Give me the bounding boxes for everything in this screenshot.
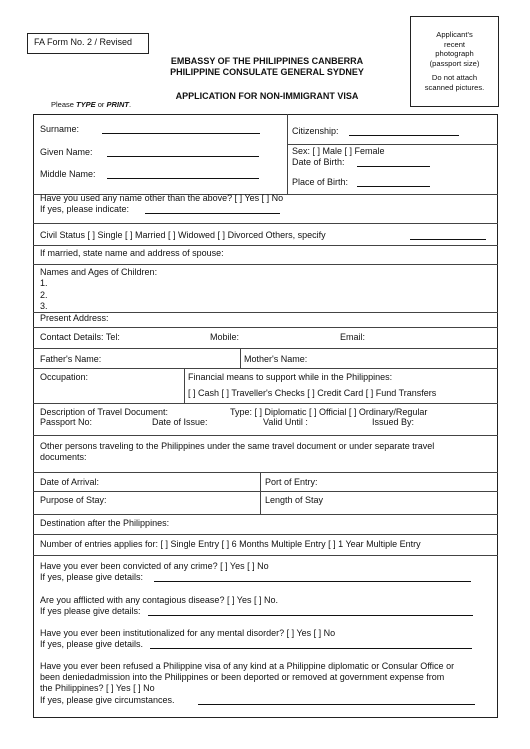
- travel-doc-type[interactable]: Type: [ ] Diplomatic [ ] Official [ ] Ordinary/Regular: [230, 407, 428, 417]
- financial-options[interactable]: [ ] Cash [ ] Traveller's Checks [ ] Credit Card [ ] Fund Transfers: [188, 388, 437, 398]
- photo-line-4: (passport size): [429, 58, 480, 68]
- note-type: TYPE: [76, 100, 96, 109]
- mental-question[interactable]: Have you ever been institutionalized for any mental disorder? [ ] Yes [ ] No: [40, 628, 336, 638]
- disease-details-field[interactable]: [148, 615, 473, 616]
- surname-field[interactable]: [102, 133, 260, 134]
- form-number: FA Form No. 2 / Revised: [34, 37, 133, 47]
- disease-question[interactable]: Are you afflicted with any contagious disease? [ ] Yes [ ] No.: [40, 595, 278, 605]
- photo-line-2: recent: [443, 39, 466, 49]
- note-pre: Please: [51, 100, 77, 109]
- citizenship-field[interactable]: [349, 135, 459, 136]
- row-rule-4: [33, 264, 498, 265]
- refused-details-field[interactable]: [198, 704, 475, 705]
- other-name-field[interactable]: [145, 213, 280, 214]
- occupation-label: Occupation:: [40, 372, 89, 382]
- crime-details-field[interactable]: [154, 581, 471, 582]
- refused-if: If yes, please give circumstances.: [40, 695, 175, 705]
- refused-line-1: Have you ever been refused a Philippine visa of any kind at a Philippine diplomatic or Consular Office or: [40, 661, 455, 671]
- row-rule-3: [33, 245, 498, 246]
- destination-label: Destination after the Philippines:: [40, 518, 170, 528]
- parents-divider: [240, 348, 241, 368]
- date-arrival-label: Date of Arrival:: [40, 477, 100, 487]
- pob-label: Place of Birth:: [292, 177, 349, 187]
- valid-until-label: Valid Until :: [263, 417, 308, 427]
- middle-name-label: Middle Name:: [40, 169, 96, 179]
- name-divider: [287, 114, 288, 194]
- email-label: Email:: [340, 332, 366, 342]
- sex-options[interactable]: Sex: [ ] Male [ ] Female: [292, 146, 385, 156]
- other-name-question[interactable]: Have you used any name other than the above? [ ] Yes [ ] No: [40, 193, 284, 203]
- disease-if: If yes please give details:: [40, 606, 141, 616]
- row-rule-12: [33, 491, 498, 492]
- note-or: or: [95, 100, 107, 109]
- citizenship-rule: [287, 144, 498, 145]
- passport-no-label: Passport No:: [40, 417, 93, 427]
- pob-field[interactable]: [357, 186, 430, 187]
- photo-line-1: Applicant's: [436, 30, 473, 39]
- photo-line-5: Do not attach: [431, 73, 478, 82]
- photo-line-3: photograph: [435, 49, 474, 58]
- travel-doc-label: Description of Travel Document:: [40, 407, 169, 417]
- consulate-name: PHILIPPINE CONSULATE GENERAL SYDNEY: [170, 67, 364, 77]
- refused-line-3[interactable]: the Philippines? [ ] Yes [ ] No: [40, 683, 155, 693]
- spouse-label: If married, state name and address of spouse:: [40, 248, 224, 258]
- row-rule-15: [33, 555, 498, 556]
- date-issue-label: Date of Issue:: [152, 417, 208, 427]
- given-name-label: Given Name:: [40, 147, 93, 157]
- other-persons-line-2: documents:: [40, 452, 87, 462]
- form-title: APPLICATION FOR NON-IMMIGRANT VISA: [175, 91, 359, 101]
- present-address-label: Present Address:: [40, 313, 109, 323]
- photo-instructions: [410, 30, 499, 92]
- other-name-if: If yes, please indicate:: [40, 204, 130, 214]
- father-label: Father's Name:: [40, 354, 102, 364]
- length-label: Length of Stay: [265, 495, 324, 505]
- other-persons-line-1: Other persons traveling to the Philippines under the same travel document or under separate travel: [40, 441, 435, 451]
- row-rule-14: [33, 534, 498, 535]
- row-rule-7: [33, 348, 498, 349]
- middle-name-field[interactable]: [107, 178, 259, 179]
- surname-label: Surname:: [40, 124, 80, 134]
- mobile-label: Mobile:: [210, 332, 240, 342]
- children-label: Names and Ages of Children:: [40, 267, 158, 277]
- row-rule-9: [33, 403, 498, 404]
- dob-label: Date of Birth:: [292, 157, 345, 167]
- row-rule-13: [33, 514, 498, 515]
- purpose-label: Purpose of Stay:: [40, 495, 107, 505]
- refused-line-2: been deniedadmission into the Philippines or been deported or removed at government expense from: [40, 672, 445, 682]
- row-rule-6: [33, 327, 498, 328]
- arrival-divider: [260, 472, 261, 514]
- please-type-note: [51, 100, 131, 109]
- mother-label: Mother's Name:: [244, 354, 308, 364]
- given-name-field[interactable]: [107, 156, 259, 157]
- issued-by-label: Issued By:: [372, 417, 415, 427]
- mental-details-field[interactable]: [150, 648, 472, 649]
- row-rule-10: [33, 435, 498, 436]
- dob-field[interactable]: [357, 166, 430, 167]
- child-2: 2.: [40, 290, 48, 300]
- mental-if: If yes, please give details.: [40, 639, 144, 649]
- row-rule-11: [33, 472, 498, 473]
- child-3: 3.: [40, 301, 48, 311]
- entries-options[interactable]: Number of entries applies for: [ ] Single Entry [ ] 6 Months Multiple Entry [ ] 1 Year Multiple Entry: [40, 539, 421, 549]
- row-rule-2: [33, 223, 498, 224]
- embassy-name: EMBASSY OF THE PHILIPPINES CANBERRA: [170, 56, 364, 66]
- port-entry-label: Port of Entry:: [265, 477, 318, 487]
- civil-status[interactable]: Civil Status [ ] Single [ ] Married [ ] Widowed [ ] Divorced Others, specify: [40, 230, 326, 240]
- financial-label: Financial means to support while in the Philippines:: [188, 372, 393, 382]
- note-print: PRINT: [106, 100, 129, 109]
- contact-tel-label: Contact Details: Tel:: [40, 332, 120, 342]
- crime-if: If yes, please give details:: [40, 572, 144, 582]
- row-rule-8: [33, 368, 498, 369]
- note-dot: .: [128, 100, 132, 109]
- occupation-divider: [184, 368, 185, 403]
- crime-question[interactable]: Have you ever been convicted of any crime? [ ] Yes [ ] No: [40, 561, 269, 571]
- child-1: 1.: [40, 278, 48, 288]
- citizenship-label: Citizenship:: [292, 126, 339, 136]
- photo-line-6: scanned pictures.: [424, 82, 485, 92]
- civil-status-other-field[interactable]: [410, 239, 486, 240]
